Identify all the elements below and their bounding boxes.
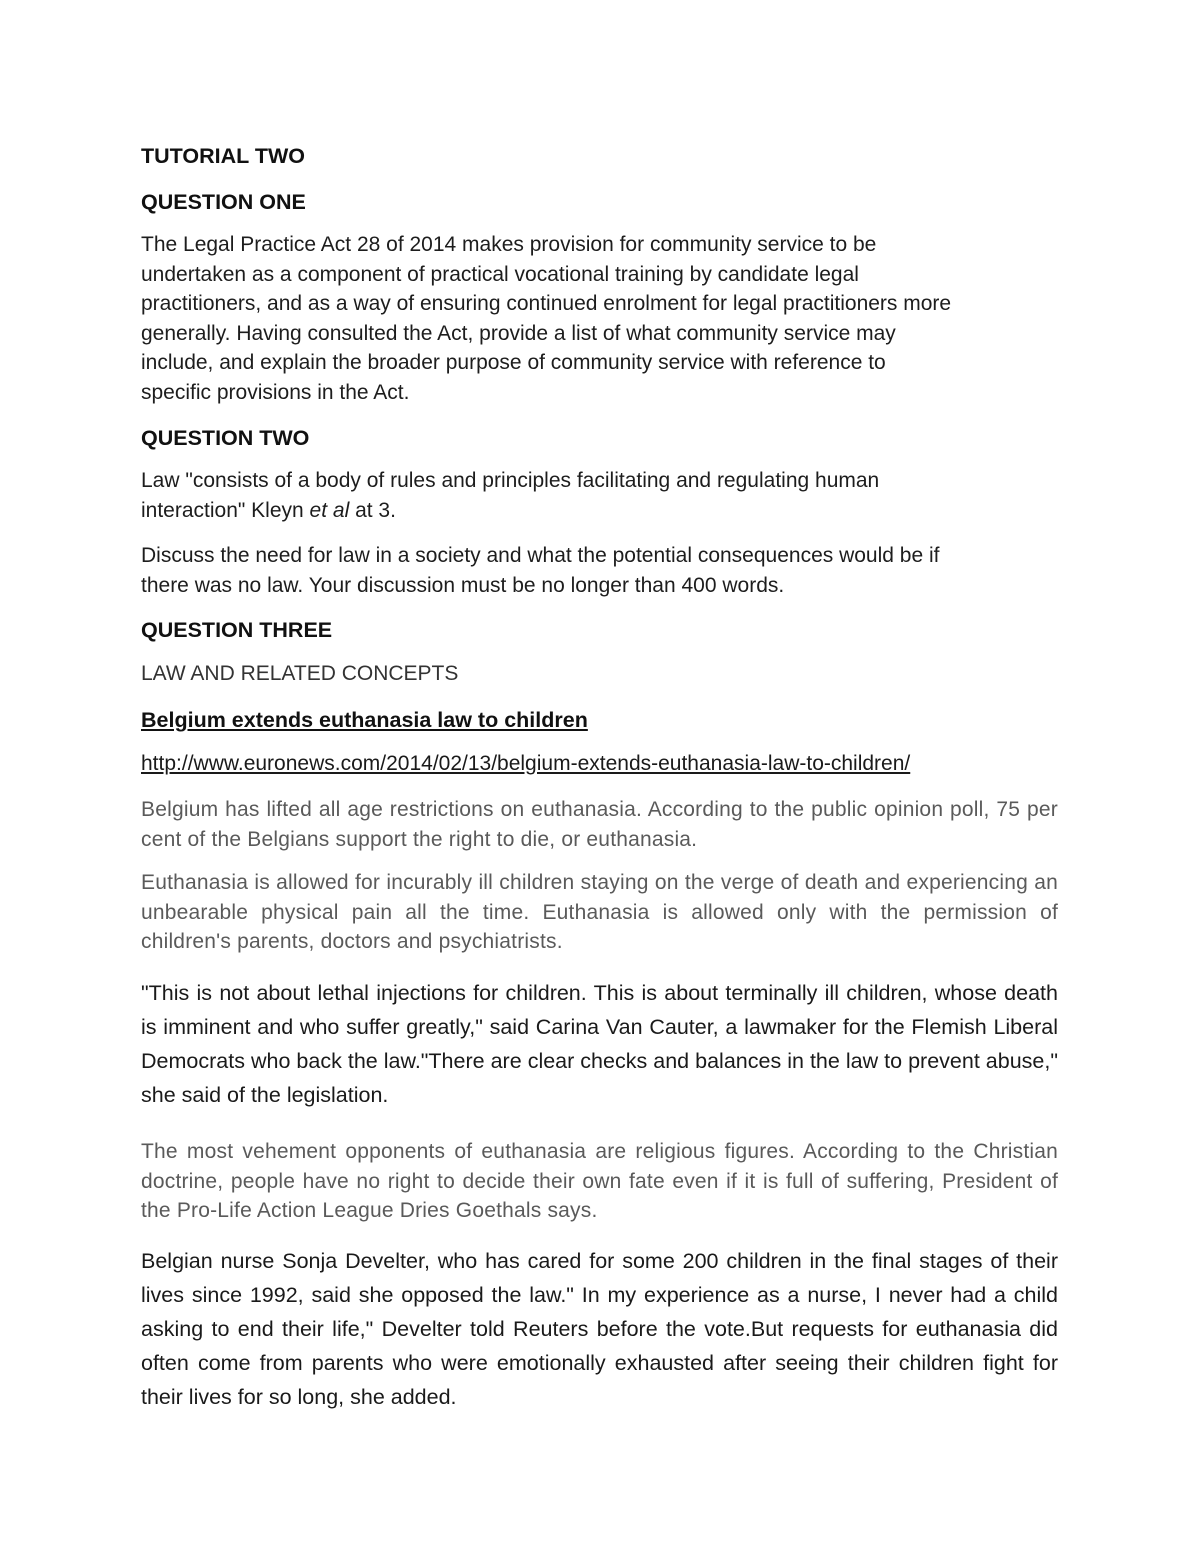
article-paragraph-3: "This is not about lethal injections for children. This is about terminally ill children, whose death is imminent and who suffer greatly," said Carina Van Cauter, a lawmaker for the Flemish Liberal Democrats who back the law."There are clear checks and balances in the law to prevent abuse," she said of the legislation. bbox=[141, 981, 1058, 1107]
question-one-line: generally. Having consulted the Act, provide a list of what community service may bbox=[141, 321, 896, 345]
question-two-discuss bbox=[141, 541, 1071, 600]
article-paragraph-2: Euthanasia is allowed for incurably ill children staying on the verge of death and experiencing an unbearable physical pain all the time. Euthanasia is allowed only with the permission of children's parents, doctors and psychiatrists. bbox=[141, 871, 1058, 953]
article-title[interactable]: Belgium extends euthanasia law to children bbox=[141, 708, 588, 732]
article-paragraph-5: Belgian nurse Sonja Develter, who has cared for some 200 children in the final stages of their lives since 1992, said she opposed the law." In my experience as a nurse, I never had a child asking to end their life," Develter told Reuters before the vote.But requests for euthanasia did often come from parents who were emotionally exhausted after seeing their children fight for their lives for so long, she added. bbox=[141, 1249, 1058, 1409]
question-two-discuss-line: there was no law. Your discussion must be no longer than 400 words. bbox=[141, 573, 785, 597]
question-three-heading: QUESTION THREE bbox=[141, 618, 333, 642]
question-one-line: specific provisions in the Act. bbox=[141, 380, 410, 404]
et-al-italic: et al bbox=[309, 498, 350, 522]
article-paragraph-4: The most vehement opponents of euthanasia are religious figures. According to the Christian doctrine, people have no right to decide their own fate even if it is full of suffering, President of the Pro-Life Action League Dries Goethals says. bbox=[141, 1140, 1058, 1222]
question-one-line: include, and explain the broader purpose of community service with reference to bbox=[141, 351, 886, 374]
article-url-link[interactable]: http://www.euronews.com/2014/02/13/belgium-extends-euthanasia-law-to-children/ bbox=[141, 752, 911, 775]
question-two-discuss-line: Discuss the need for law in a society and what the potential consequences would be if bbox=[141, 544, 940, 567]
question-two-heading: QUESTION TWO bbox=[141, 426, 310, 450]
question-two-quote bbox=[141, 466, 1071, 525]
question-one-text bbox=[141, 230, 1071, 407]
question-one-heading: QUESTION ONE bbox=[141, 190, 306, 214]
question-two-quote-line: Law "consists of a body of rules and principles facilitating and regulating human bbox=[141, 469, 880, 492]
question-one-line: practitioners, and as a way of ensuring continued enrolment for legal practitioners more bbox=[141, 292, 952, 315]
question-three-subheading: LAW AND RELATED CONCEPTS bbox=[141, 662, 459, 685]
tutorial-title: TUTORIAL TWO bbox=[141, 144, 306, 168]
question-one-line: undertaken as a component of practical vocational training by candidate legal bbox=[141, 262, 859, 286]
article-paragraph-1: Belgium has lifted all age restrictions on euthanasia. According to the public opinion poll, 75 per cent of the Belgians support the right to die, or euthanasia. bbox=[141, 798, 1058, 851]
question-two-quote-line: interaction" Kleyn et al at 3. bbox=[141, 498, 396, 522]
question-one-line: The Legal Practice Act 28 of 2014 makes provision for community service to be bbox=[141, 233, 877, 256]
